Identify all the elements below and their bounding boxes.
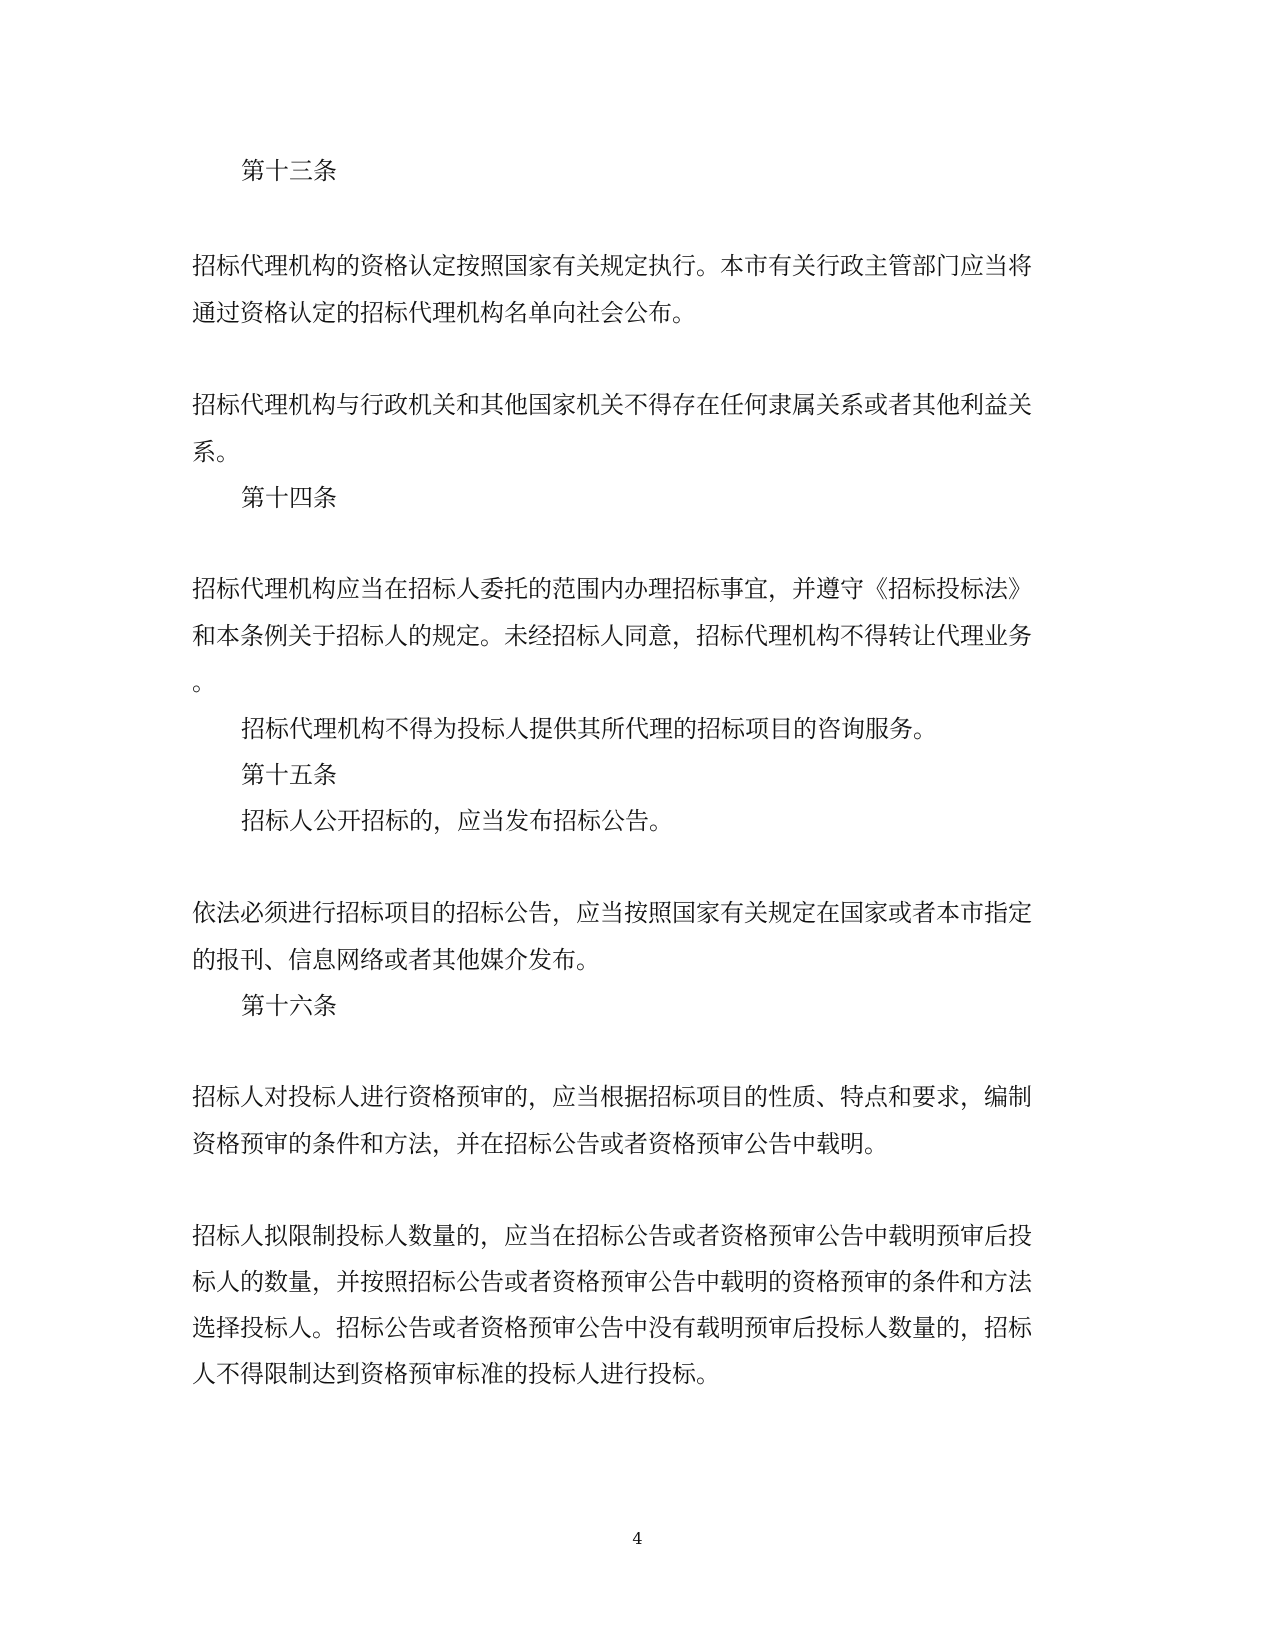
article-16-paragraph-2-line-2: 标人的数量，并按照招标公告或者资格预审公告中载明的资格预审的条件和方法	[192, 1268, 1032, 1296]
article-14-heading: 第十四条	[241, 484, 337, 512]
article-16-paragraph-1-line-1: 招标人对投标人进行资格预审的，应当根据招标项目的性质、特点和要求，编制	[192, 1083, 1032, 1111]
article-16-paragraph-2-line-3: 选择投标人。招标公告或者资格预审公告中没有载明预审后投标人数量的，招标	[192, 1314, 1032, 1342]
article-15-paragraph-1: 招标人公开招标的，应当发布招标公告。	[241, 807, 673, 835]
article-14-paragraph-1-line-2: 和本条例关于招标人的规定。未经招标人同意，招标代理机构不得转让代理业务	[192, 622, 1032, 650]
article-16-paragraph-1-line-2: 资格预审的条件和方法，并在招标公告或者资格预审公告中载明。	[192, 1130, 888, 1158]
article-13-paragraph-2-line-1: 招标代理机构与行政机关和其他国家机关不得存在任何隶属关系或者其他利益关	[192, 391, 1032, 419]
article-15-heading: 第十五条	[241, 761, 337, 789]
article-14-paragraph-1-line-1: 招标代理机构应当在招标人委托的范围内办理招标事宜，并遵守《招标投标法》	[192, 575, 1032, 603]
article-16-paragraph-2-line-1: 招标人拟限制投标人数量的，应当在招标公告或者资格预审公告中载明预审后投	[192, 1222, 1032, 1250]
article-15-paragraph-2-line-1: 依法必须进行招标项目的招标公告，应当按照国家有关规定在国家或者本市指定	[192, 899, 1032, 927]
article-13-heading: 第十三条	[241, 157, 337, 185]
article-13-paragraph-1-line-1: 招标代理机构的资格认定按照国家有关规定执行。本市有关行政主管部门应当将	[192, 252, 1032, 280]
article-16-paragraph-2-line-4: 人不得限制达到资格预审标准的投标人进行投标。	[192, 1360, 720, 1388]
article-13-paragraph-2-line-2: 系。	[192, 438, 240, 466]
article-16-heading: 第十六条	[241, 992, 337, 1020]
article-14-paragraph-1-line-3: 。	[192, 668, 216, 696]
article-15-paragraph-2-line-2: 的报刊、信息网络或者其他媒介发布。	[192, 946, 600, 974]
article-14-paragraph-2: 招标代理机构不得为投标人提供其所代理的招标项目的咨询服务。	[241, 715, 937, 743]
article-13-paragraph-1-line-2: 通过资格认定的招标代理机构名单向社会公布。	[192, 299, 696, 327]
page-number: 4	[632, 1529, 643, 1548]
